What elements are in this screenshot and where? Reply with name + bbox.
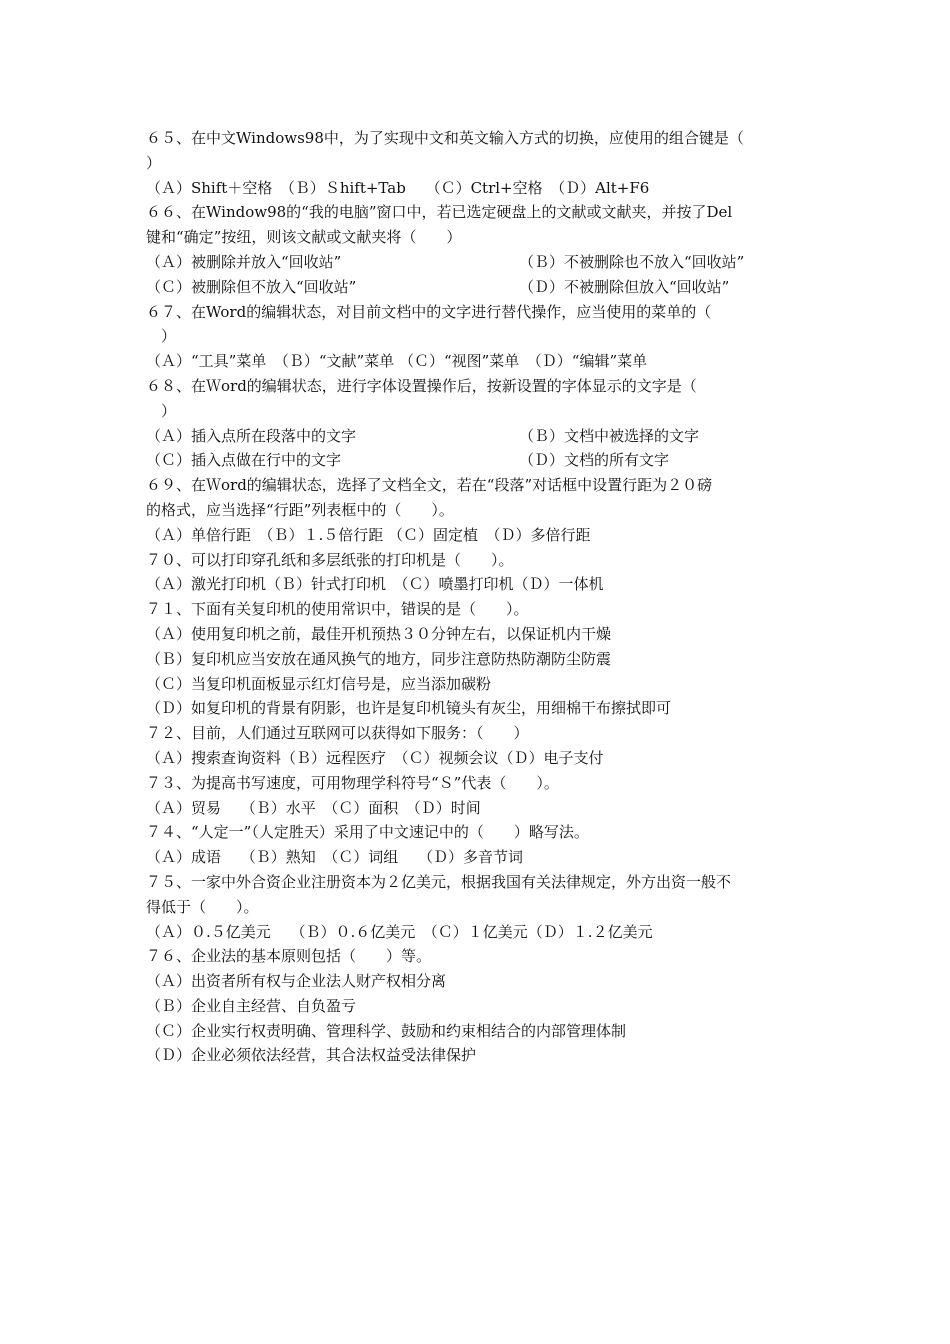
question-text-cont: 得低于（ ）。 xyxy=(146,897,259,916)
options-line: （Ａ）０.５亿美元 （Ｂ）０.６亿美元 （Ｃ）１亿美元（Ｄ）１.２亿美元 xyxy=(146,922,653,941)
question-text: ６６、在Window98的“我的电脑”窗口中，若已选定硬盘上的文献或文献夹，并按了Del xyxy=(146,203,733,222)
question-text: ７２、目前，人们通过互联网可以获得如下服务：（ ） xyxy=(146,724,529,743)
option-b: （Ｂ）复印机应当安放在通风换气的地方，同步注意防热防潮防尘防震 xyxy=(146,649,612,668)
question-text: ７０、可以打印穿孔纸和多层纸张的打印机是（ ）。 xyxy=(146,550,514,569)
option-c: （Ｃ）被删除但不放入“回收站” xyxy=(146,277,357,296)
question-71 xyxy=(146,597,806,721)
question-76 xyxy=(146,944,806,1068)
options-line: （Ａ）搜索查询资料（Ｂ）远程医疗 （Ｃ）视频会议（Ｄ）电子支付 xyxy=(146,748,604,767)
question-75 xyxy=(146,870,806,944)
option-a: （Ａ）被删除并放入“回收站” xyxy=(146,252,342,271)
question-67 xyxy=(146,300,806,374)
question-text-cont: ） xyxy=(146,327,177,346)
question-70 xyxy=(146,548,806,598)
options-row xyxy=(146,448,806,473)
options-line: （Ａ）Shift＋空格 （Ｂ）Ｓhift+Tab （Ｃ）Ctrl+空格 （Ｄ）Alt+F6 xyxy=(146,178,650,197)
option-d: （Ｄ）文档的所有文字 xyxy=(519,451,670,470)
option-d: （Ｄ）企业必须依法经营，其合法权益受法律保护 xyxy=(146,1046,477,1065)
question-68 xyxy=(146,374,806,473)
options-row xyxy=(146,275,806,300)
question-text: ７１、下面有关复印机的使用常识中，错误的是（ ）。 xyxy=(146,600,529,619)
option-b: （Ｂ）企业自主经营、自负盈亏 xyxy=(146,996,357,1015)
options-line: （Ａ）成语 （Ｂ）熟知 （Ｃ）词组 （Ｄ）多音节词 xyxy=(146,848,524,867)
question-69 xyxy=(146,473,806,547)
options-line: （Ａ）单倍行距 （Ｂ）１.５倍行距 （Ｃ）固定植 （Ｄ）多倍行距 xyxy=(146,525,591,544)
options-line: （Ａ）激光打印机（Ｂ）针式打印机 （Ｃ）喷墨打印机（Ｄ）一体机 xyxy=(146,575,604,594)
option-b: （Ｂ）文档中被选择的文字 xyxy=(519,426,700,445)
option-c: （Ｃ）企业实行权责明确、管理科学、鼓励和约束相结合的内部管理体制 xyxy=(146,1021,627,1040)
question-text-cont: 键和“确定”按纽，则该文献或文献夹将（ ） xyxy=(146,228,462,247)
options-line: （Ａ）“工具”菜单 （Ｂ）“文献”菜单 （Ｃ）“视图”菜单 （Ｄ）“编辑”菜单 xyxy=(146,352,648,371)
question-text: ６７、在Word的编辑状态，对目前文档中的文字进行替代操作，应当使用的菜单的（ xyxy=(146,302,712,321)
question-74 xyxy=(146,820,806,870)
question-text: ６５、在中文Windows98中，为了实现中文和英文输入方式的切换，应使用的组合键是（ xyxy=(146,129,744,147)
option-a: （Ａ）出资者所有权与企业法人财产权相分离 xyxy=(146,972,447,991)
options-row xyxy=(146,424,806,449)
question-text: ６９、在Ｗord的编辑状态，选择了文档全文，若在“段落”对话框中设置行距为２０磅 xyxy=(146,476,713,495)
option-c: （Ｃ）插入点做在行中的文字 xyxy=(146,451,342,470)
question-text: ７４、“人定一”（人定胜天）采用了中文速记中的（ ）略写法。 xyxy=(146,823,589,842)
question-text-cont: ） xyxy=(146,153,162,172)
option-d: （Ｄ）不被删除但放入“回收站” xyxy=(519,277,730,296)
question-text-cont: ） xyxy=(146,401,177,420)
option-d: （Ｄ）如复印机的背景有阴影，也许是复印机镜头有灰尘，用细棉干布擦拭即可 xyxy=(146,699,672,718)
options-row xyxy=(146,250,806,275)
option-a: （Ａ）插入点所在段落中的文字 xyxy=(146,426,357,445)
question-72 xyxy=(146,721,806,771)
question-text: ７６、企业法的基本原则包括（ ）等。 xyxy=(146,947,432,966)
question-text-cont: 的格式，应当选择“行距”列表框中的（ ）。 xyxy=(146,500,454,519)
option-a: （Ａ）使用复印机之前，最佳开机预热３０分钟左右，以保证机内干燥 xyxy=(146,624,612,643)
question-73 xyxy=(146,771,806,821)
question-text: ７３、为提高书写速度，可用物理学科符号“Ｓ”代表（ ）。 xyxy=(146,773,559,792)
option-c: （Ｃ）当复印机面板显示红灯信号是，应当添加碳粉 xyxy=(146,674,492,693)
question-65 xyxy=(146,126,806,200)
question-66 xyxy=(146,200,806,299)
option-b: （Ｂ）不被删除也不放入“回收站” xyxy=(519,252,745,271)
question-text: ６８、在Ｗord的编辑状态，进行字体设置操作后，按新设置的字体显示的文字是（ xyxy=(146,376,697,395)
options-line: （Ａ）贸易 （Ｂ）水平 （Ｃ）面积 （Ｄ）时间 xyxy=(146,798,481,817)
document-body xyxy=(146,126,806,1068)
question-text: ７５、一家中外合资企业注册资本为２亿美元，根据我国有关法律规定，外方出资一般不 xyxy=(146,872,732,891)
